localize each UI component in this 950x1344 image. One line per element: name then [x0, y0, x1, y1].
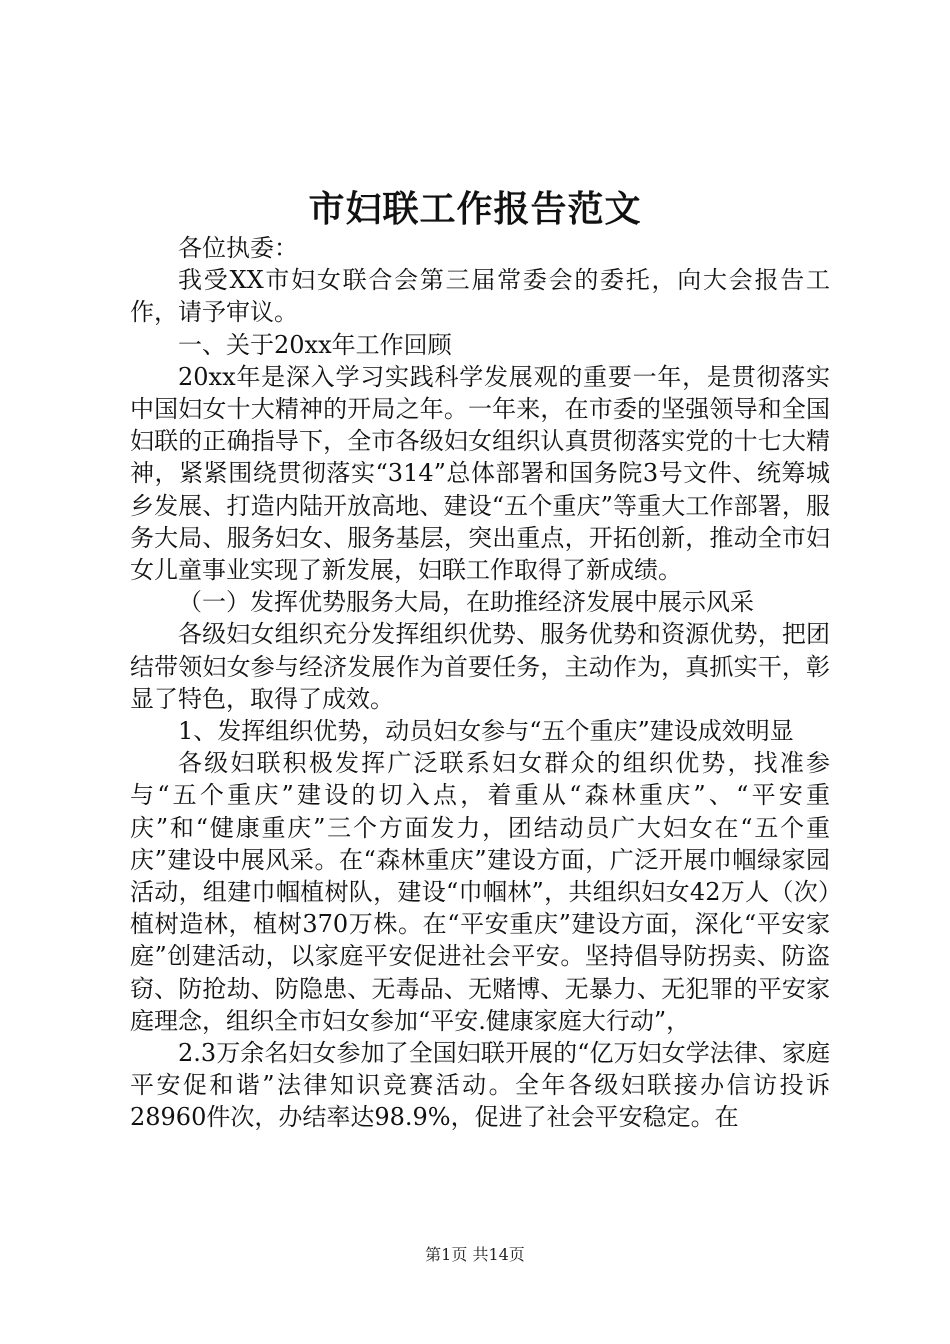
salutation: 各位执委：: [178, 234, 298, 262]
subsection-paragraph: 各级妇女组织充分发挥组织优势、服务优势和资源优势，把团结带领妇女参与经济发展作为首要任务，主动作为，真抓实干，彰显了特色，取得了成效。: [130, 620, 830, 713]
subsection-heading: （一）发挥优势服务大局，在助推经济发展中展示风采: [178, 588, 754, 617]
item-heading: 1、发挥组织优势，动员妇女参与“五个重庆”建设成效明显: [178, 717, 794, 746]
intro-paragraph: 我受XX市妇女联合会第三届常委会的委托，向大会报告工作，请予审议。: [130, 266, 830, 327]
item-paragraph: 各级妇联积极发挥广泛联系妇女群众的组织优势，找准参与“五个重庆”建设的切入点，着重从“森林重庆”、“平安重庆”和“健康重庆”三个方面发力，团结动员广大妇女在“五个重庆”建设中展风采。在“森林重庆”建设方面，广泛开展巾帼绿家园活动，组建巾帼植树队，建设“巾帼林”，共组织妇女42万人（次）植树造林，植树370万株。在“平安重庆”建设方面，深化“平安家庭”创建活动，以家庭平安促进社会平安。坚持倡导防拐卖、防盗窃、防抢劫、防隐患、无毒品、无赌博、无暴力、无犯罪的平安家庭理念，组织全市妇女参加“平安.健康家庭大行动”，: [130, 749, 830, 1035]
section-heading: 一、关于20xx年工作回顾: [178, 330, 452, 359]
document-title: 市妇联工作报告范文: [308, 188, 642, 230]
continuation-paragraph: 2.3万余名妇女参加了全国妇联开展的“亿万妇女学法律、家庭平安促和谐”法律知识竞赛活动。全年各级妇联接办信访投诉28960件次，办结率达98.9%，促进了社会平安稳定。在: [130, 1039, 830, 1132]
review-paragraph: 20xx年是深入学习实践科学发展观的重要一年，是贯彻落实中国妇女十大精神的开局之年。一年来，在市委的坚强领导和全国妇联的正确指导下，全市各级妇女组织认真贯彻落实党的十七大精神，紧紧围绕贯彻落实“314”总体部署和国务院3号文件、统筹城乡发展、打造内陆开放高地、建设“五个重庆”等重大工作部署，服务大局、服务妇女、服务基层，突出重点，开拓创新，推动全市妇女儿童事业实现了新发展，妇联工作取得了新成绩。: [130, 362, 830, 585]
document-body: [130, 232, 830, 1134]
page-footer: 第1页 共14页: [425, 1245, 525, 1264]
